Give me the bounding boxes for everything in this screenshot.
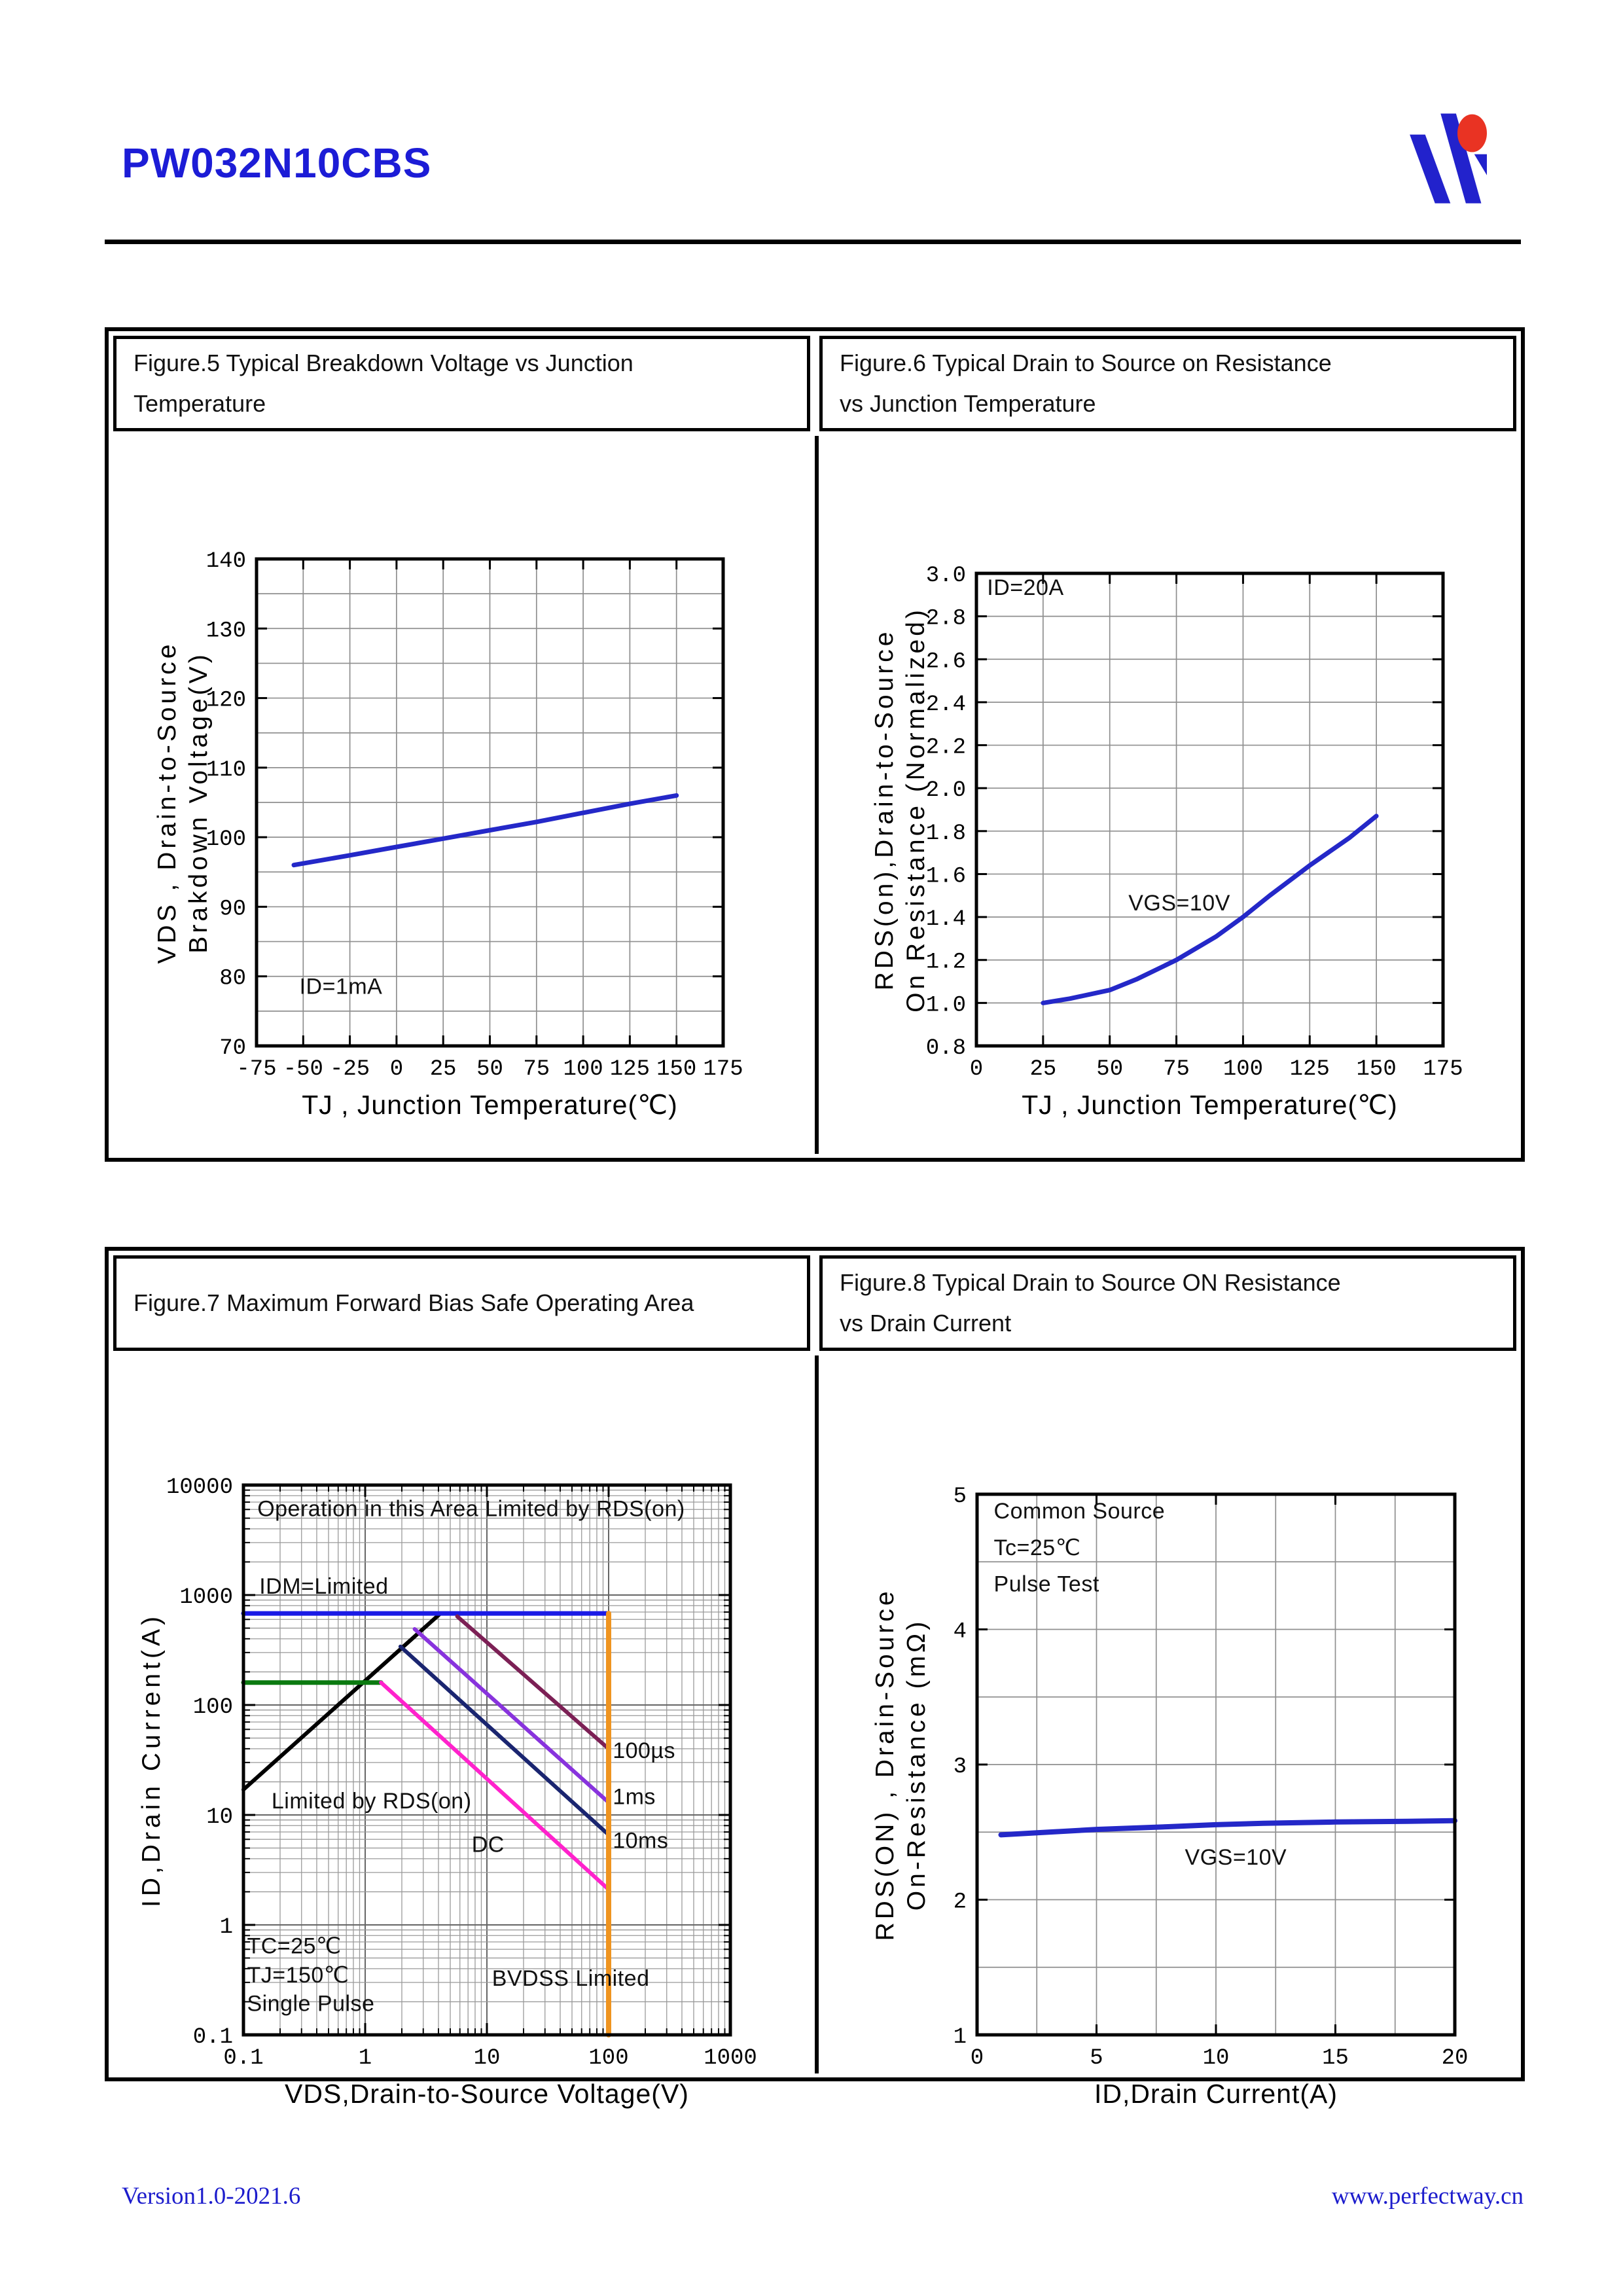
y-tick-label: 130 [205,619,246,644]
figure8-chart [819,1355,1522,2109]
y-tick-label: 1.6 [925,864,966,889]
figure7-chart-cell [109,1355,815,2109]
x-tick-label: 100 [588,2046,629,2071]
annotation: ID=1mA [299,974,383,999]
annotation: VGS=10V [1128,891,1230,916]
figure-table-row2 [105,1247,1525,2109]
y-tick-label: 2.4 [925,692,966,717]
series-breakdown-voltage [294,795,677,865]
series-rds-on-limit [243,1613,440,1789]
figure6-title-cell [819,336,1516,431]
x-tick-label: 125 [1289,1057,1330,1082]
y-axis-label: RDS(ON) , Drain-Source [871,1588,899,1941]
y-tick-label: 1 [219,1915,233,1940]
y-tick-label: 100 [205,827,246,853]
x-tick-label: 15 [1322,2046,1349,2071]
figure6-title-line2: vs Junction Temperature [840,390,1096,417]
y-tick-label: 1 [953,2025,967,2050]
figure6-chart [819,436,1522,1156]
annotation: 10ms [613,1828,669,1854]
y-tick-label: 4 [953,1619,967,1645]
x-tick-label: 0 [970,2046,984,2071]
x-tick-label: 0 [969,1057,984,1082]
annotation: TJ=150℃ [247,1962,349,1988]
y-tick-label: 90 [219,897,246,922]
y-tick-label: 10000 [166,1475,233,1500]
x-tick-label: 10 [1202,2046,1230,2071]
footer-version: Version1.0-2021.6 [122,2183,301,2210]
annotation: 1ms [613,1784,656,1810]
y-tick-label: 1.4 [925,907,966,933]
series-rdson-vs-id [1001,1821,1455,1835]
logo-bar-right [1474,154,1487,175]
annotation: Operation in this Area Limited by RDS(on) [257,1496,685,1522]
y-tick-label: 120 [205,688,246,713]
y-tick-label: 2.2 [925,735,966,761]
x-tick-label: 1000 [704,2046,757,2071]
annotation: Limited by RDS(on) [271,1788,472,1814]
x-tick-label: 0 [389,1057,404,1082]
y-tick-label: 2 [953,1890,967,1915]
annotation: VGS=10V [1185,1844,1287,1870]
figure-table-row1-body [109,436,1521,1154]
y-tick-label: 100 [192,1695,233,1720]
annotation: Single Pulse [247,1991,375,2017]
x-axis-label: TJ , Junction Temperature(℃) [302,1090,678,1120]
y-axis-label: On-Resistance (mΩ) [902,1618,931,1911]
figure5-title-cell [113,336,810,431]
x-tick-label: -50 [283,1057,323,1082]
figure-table-row2-body [109,1355,1521,2109]
annotation: Tc=25℃ [993,1535,1081,1560]
x-tick-label: 175 [703,1057,743,1082]
plot-border [976,573,1443,1046]
x-tick-label: 1 [358,2046,372,2071]
figure-table-row1 [105,327,1525,1162]
y-tick-label: 2.6 [925,649,966,675]
figure5-chart [109,436,812,1156]
y-tick-label: 70 [219,1036,246,1061]
y-tick-label: 3.0 [925,564,966,588]
x-tick-label: 25 [429,1057,457,1082]
figure6-title-line1: Figure.6 Typical Drain to Source on Resistance [840,350,1332,376]
figure5-title-line1: Figure.5 Typical Breakdown Voltage vs Junction [134,350,633,376]
x-tick-label: 175 [1423,1057,1463,1082]
y-tick-label: 5 [953,1484,967,1509]
figure-table-row2-header [109,1251,1521,1355]
x-tick-label: 75 [523,1057,550,1082]
x-tick-label: 150 [1356,1057,1397,1082]
y-axis-label: VDS , Drain-to-Source [153,641,181,964]
figure7-chart [109,1355,812,2109]
x-tick-label: 25 [1029,1057,1057,1082]
series-pulse-100us [457,1617,609,1749]
annotation: BVDSS Limited [491,1965,650,1991]
y-tick-label: 110 [205,757,246,783]
y-tick-label: 10 [206,1805,233,1830]
annotation: TC=25℃ [247,1933,342,1959]
y-tick-label: 1.8 [925,821,966,846]
annotation: IDM=Limited [259,1573,389,1599]
y-axis-label: Brakdown Voltage(V) [185,651,213,954]
y-axis-label: On Resistance (Normalized) [902,607,930,1013]
x-tick-label: 50 [476,1057,503,1082]
y-tick-label: 1.0 [925,993,966,1018]
annotation: Pulse Test [993,1571,1099,1597]
x-tick-label: 50 [1096,1057,1124,1082]
x-axis-label: TJ , Junction Temperature(℃) [1022,1090,1398,1120]
y-axis-label: RDS(on),Drain-to-Source [870,628,899,991]
header-divider [105,240,1521,244]
y-tick-label: 1.2 [925,950,966,975]
logo-red-dot [1457,115,1487,152]
x-tick-label: 0.1 [223,2046,264,2071]
y-tick-label: 2.8 [925,606,966,632]
annotation: Common Source [993,1499,1166,1524]
annotation: 100µs [613,1738,676,1763]
page-title: PW032N10CBS [122,139,432,187]
y-axis-label: ID,Drain Current(A) [137,1613,166,1907]
logo-bar-left [1410,135,1450,204]
x-tick-label: 10 [473,2046,501,2071]
figure-table-row1-header [109,331,1521,436]
figure8-title-line2: vs Drain Current [840,1310,1012,1336]
perfectway-logo-icon [1389,111,1487,204]
y-tick-label: 0.8 [925,1036,966,1061]
y-tick-label: 1000 [179,1585,233,1610]
figure8-title-line1: Figure.8 Typical Drain to Source ON Resistance [840,1269,1341,1296]
annotation: ID=20A [987,575,1064,600]
y-tick-label: 0.1 [192,2025,233,2050]
figure7-title-line1: Figure.7 Maximum Forward Bias Safe Operating Area [134,1289,694,1316]
x-tick-label: 20 [1441,2046,1469,2071]
figure6-chart-cell [815,436,1521,1154]
x-axis-label: ID,Drain Current(A) [1094,2079,1338,2109]
figure8-title-cell [819,1255,1516,1351]
figure7-title-cell [113,1255,810,1351]
x-tick-label: 75 [1163,1057,1190,1082]
y-tick-label: 2.0 [925,778,966,804]
x-tick-label: 125 [609,1057,651,1082]
figure5-chart-cell [109,436,815,1154]
figure8-chart-cell [815,1355,1521,2109]
x-tick-label: 150 [656,1057,697,1082]
x-tick-label: 100 [1222,1057,1264,1082]
x-tick-label: 5 [1090,2046,1103,2071]
footer-website: www.perfectway.cn [1331,2183,1524,2210]
x-tick-label: -25 [329,1057,370,1082]
y-tick-label: 140 [205,549,246,574]
y-tick-label: 80 [219,966,246,992]
annotation: DC [471,1832,505,1857]
x-axis-label: VDS,Drain-to-Source Voltage(V) [285,2079,689,2109]
x-tick-label: 100 [563,1057,603,1082]
x-tick-label: -75 [236,1057,277,1082]
figure5-title-line2: Temperature [134,390,266,417]
y-tick-label: 3 [953,1755,967,1780]
